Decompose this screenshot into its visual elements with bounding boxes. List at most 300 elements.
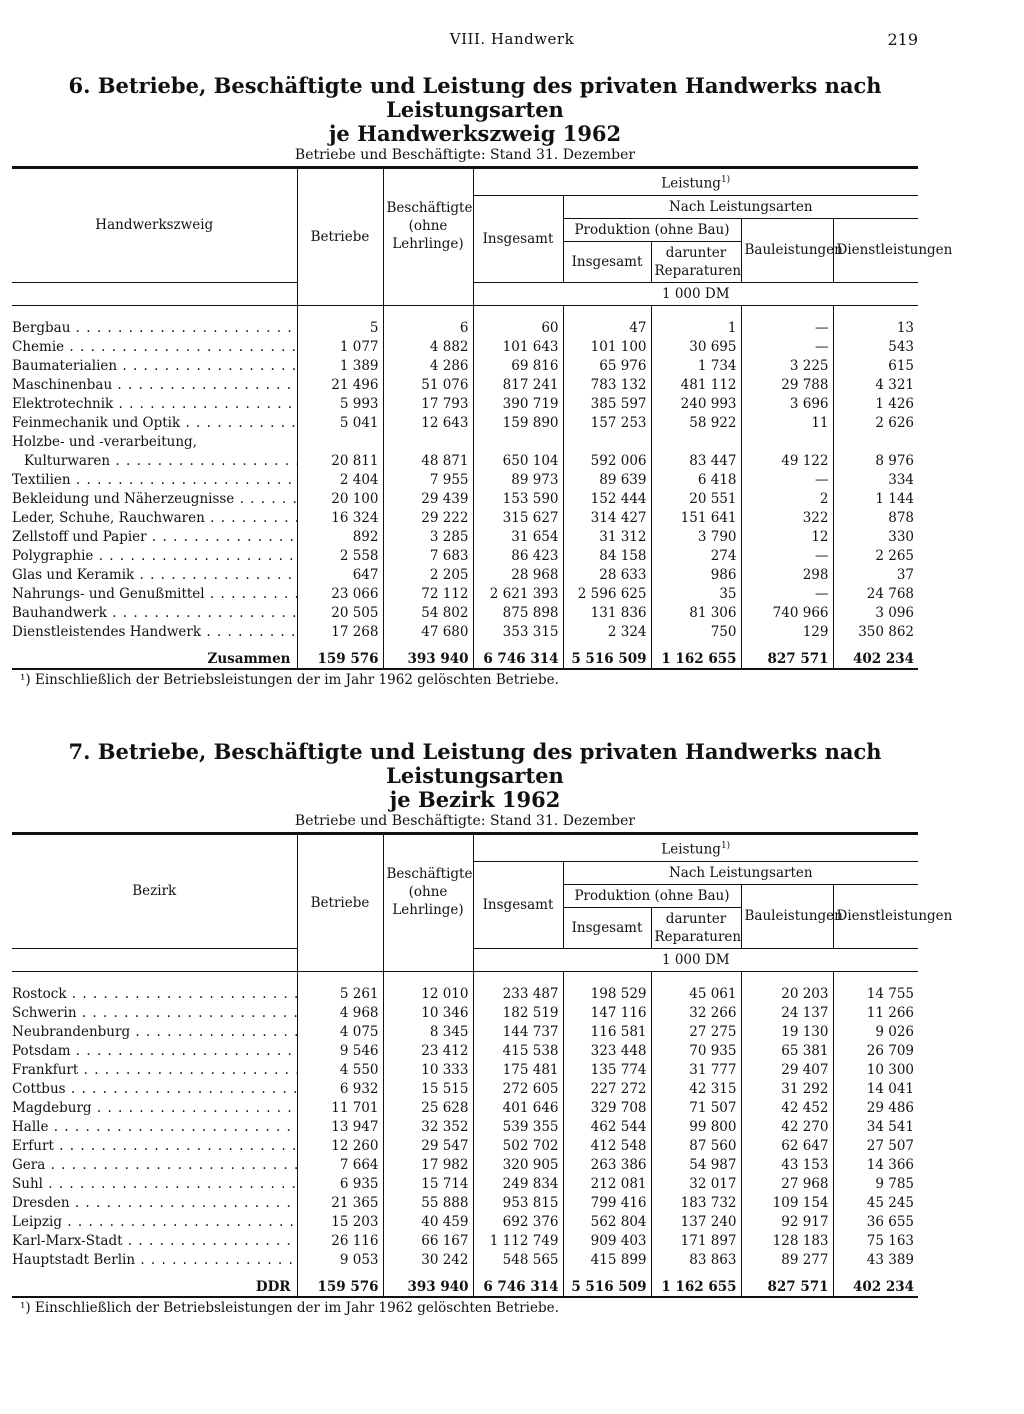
row-label-text: Cottbus bbox=[12, 1080, 66, 1097]
header-unit: 1 000 DM bbox=[473, 282, 918, 305]
cell-value: 31 292 bbox=[741, 1079, 833, 1098]
cell-value: 151 641 bbox=[651, 508, 741, 527]
cell-value: 4 882 bbox=[383, 337, 473, 356]
row-label bbox=[12, 451, 297, 470]
table-title bbox=[32, 740, 918, 812]
cell-value: 330 bbox=[833, 527, 918, 546]
row-label bbox=[12, 1136, 297, 1155]
header-leistung bbox=[473, 168, 918, 196]
row-label-text: Feinmechanik und Optik bbox=[12, 414, 181, 431]
cell-value: 401 646 bbox=[473, 1098, 563, 1117]
cell-value: 24 137 bbox=[741, 1003, 833, 1022]
cell-value: 334 bbox=[833, 470, 918, 489]
cell-value: 6 bbox=[383, 305, 473, 337]
cell-value: 45 245 bbox=[833, 1193, 918, 1212]
cell-value: 99 800 bbox=[651, 1117, 741, 1136]
cell-value: 14 755 bbox=[833, 971, 918, 1003]
table-subtitle: Betriebe und Beschäftigte: Stand 31. Dezember bbox=[294, 147, 636, 163]
cell-value: 20 100 bbox=[297, 489, 383, 508]
cell-value: 32 266 bbox=[651, 1003, 741, 1022]
row-label bbox=[12, 971, 297, 1003]
cell-value: 65 381 bbox=[741, 1041, 833, 1060]
cell-value: 12 bbox=[741, 527, 833, 546]
cell-value: 12 260 bbox=[297, 1136, 383, 1155]
table-row bbox=[12, 1174, 918, 1193]
cell-value: 783 132 bbox=[563, 375, 651, 394]
cell-value: 43 153 bbox=[741, 1155, 833, 1174]
cell-value: 153 590 bbox=[473, 489, 563, 508]
table-title-line-2: je Handwerkszweig 1962 bbox=[328, 121, 622, 146]
cell-value: 116 581 bbox=[563, 1022, 651, 1041]
header-bezirk: Bezirk bbox=[12, 834, 297, 949]
header-dienstleistungen: Dienstleistungen bbox=[833, 218, 918, 282]
row-label-text: Gera bbox=[12, 1156, 46, 1173]
cell-value: 26 116 bbox=[297, 1231, 383, 1250]
total-label: DDR bbox=[12, 1269, 297, 1297]
cell-value: 322 bbox=[741, 508, 833, 527]
cell-value: 11 bbox=[741, 413, 833, 432]
cell-value: 70 935 bbox=[651, 1041, 741, 1060]
cell-value: 89 639 bbox=[563, 470, 651, 489]
cell-value: 152 444 bbox=[563, 489, 651, 508]
table-row bbox=[12, 1212, 918, 1231]
row-label bbox=[12, 622, 297, 641]
table-row bbox=[12, 1231, 918, 1250]
cell-value: 650 104 bbox=[473, 451, 563, 470]
cell-value: 1 112 749 bbox=[473, 1231, 563, 1250]
table-row bbox=[12, 356, 918, 375]
cell-value: 249 834 bbox=[473, 1174, 563, 1193]
cell-value: 817 241 bbox=[473, 375, 563, 394]
cell-value: 30 242 bbox=[383, 1250, 473, 1269]
cell-value: 20 811 bbox=[297, 451, 383, 470]
header-produktion-insgesamt: Insgesamt bbox=[563, 907, 651, 948]
cell-value: 24 768 bbox=[833, 584, 918, 603]
cell-value bbox=[383, 432, 473, 451]
cell-value: 47 680 bbox=[383, 622, 473, 641]
cell-value: 71 507 bbox=[651, 1098, 741, 1117]
header-handwerkszweig: Handwerkszweig bbox=[12, 168, 297, 283]
header-nach-leistungsarten: Nach Leistungsarten bbox=[563, 861, 918, 884]
row-label-text: Schwerin bbox=[12, 1004, 77, 1021]
cell-value: 9 053 bbox=[297, 1250, 383, 1269]
row-label-text: Bekleidung und Näherzeugnisse bbox=[12, 490, 235, 507]
table-row bbox=[12, 451, 918, 470]
cell-value: 4 321 bbox=[833, 375, 918, 394]
cell-value: 86 423 bbox=[473, 546, 563, 565]
cell-value: 11 266 bbox=[833, 1003, 918, 1022]
cell-value: 198 529 bbox=[563, 971, 651, 1003]
total-value: 1 162 655 bbox=[651, 641, 741, 669]
cell-value: 4 286 bbox=[383, 356, 473, 375]
row-label bbox=[12, 1193, 297, 1212]
table-row bbox=[12, 584, 918, 603]
cell-value: 54 802 bbox=[383, 603, 473, 622]
cell-value: 227 272 bbox=[563, 1079, 651, 1098]
total-value: 827 571 bbox=[741, 641, 833, 669]
header-unit: 1 000 DM bbox=[473, 948, 918, 971]
cell-value: 15 515 bbox=[383, 1079, 473, 1098]
cell-value: 8 976 bbox=[833, 451, 918, 470]
cell-value: 27 968 bbox=[741, 1174, 833, 1193]
data-table bbox=[12, 832, 953, 1298]
table-title-line-1: 7. Betriebe, Beschäftigte und Leistung des privaten Handwerks nach Leistungsarten bbox=[68, 739, 882, 788]
cell-value: 137 240 bbox=[651, 1212, 741, 1231]
cell-value: 34 541 bbox=[833, 1117, 918, 1136]
row-label-text: Leipzig bbox=[12, 1213, 62, 1230]
row-label-text: Frankfurt bbox=[12, 1061, 79, 1078]
row-label-text: Nahrungs- und Genußmittel bbox=[12, 585, 205, 602]
header-darunter-reparaturen: darunter Reparaturen bbox=[651, 241, 741, 282]
total-value: 159 576 bbox=[297, 1269, 383, 1297]
cell-value: 35 bbox=[651, 584, 741, 603]
row-label bbox=[12, 305, 297, 337]
row-label-text: Textilien bbox=[12, 471, 71, 488]
cell-value: 647 bbox=[297, 565, 383, 584]
cell-value: 415 899 bbox=[563, 1250, 651, 1269]
header-bauleistungen: Bauleistungen bbox=[741, 218, 833, 282]
cell-value: 5 261 bbox=[297, 971, 383, 1003]
cell-value: 539 355 bbox=[473, 1117, 563, 1136]
header-dienstleistungen: Dienstleistungen bbox=[833, 884, 918, 948]
row-label bbox=[12, 337, 297, 356]
cell-value: 66 167 bbox=[383, 1231, 473, 1250]
header-nach-leistungsarten: Nach Leistungsarten bbox=[563, 195, 918, 218]
cell-value: 10 333 bbox=[383, 1060, 473, 1079]
cell-value: 323 448 bbox=[563, 1041, 651, 1060]
total-value: 159 576 bbox=[297, 641, 383, 669]
data-table bbox=[12, 166, 953, 670]
row-label-text: Kulturwaren bbox=[24, 452, 111, 469]
cell-value: 14 041 bbox=[833, 1079, 918, 1098]
cell-value: 19 130 bbox=[741, 1022, 833, 1041]
row-label bbox=[12, 1231, 297, 1250]
row-label bbox=[12, 565, 297, 584]
cell-value: 87 560 bbox=[651, 1136, 741, 1155]
cell-value: 314 427 bbox=[563, 508, 651, 527]
table-row bbox=[12, 1193, 918, 1212]
row-label bbox=[12, 1079, 297, 1098]
cell-value: 11 701 bbox=[297, 1098, 383, 1117]
cell-value: 1 144 bbox=[833, 489, 918, 508]
cell-value bbox=[651, 432, 741, 451]
cell-value: 32 352 bbox=[383, 1117, 473, 1136]
table-row bbox=[12, 1250, 918, 1269]
table-row bbox=[12, 1060, 918, 1079]
cell-value: 129 bbox=[741, 622, 833, 641]
table-title-line-1: 6. Betriebe, Beschäftigte und Leistung des privaten Handwerks nach Leistungsarten bbox=[68, 73, 882, 122]
cell-value: 28 633 bbox=[563, 565, 651, 584]
cell-value: 109 154 bbox=[741, 1193, 833, 1212]
cell-value: 2 205 bbox=[383, 565, 473, 584]
running-section-title: VIII. Handwerk bbox=[449, 30, 575, 48]
header-stub-spacer bbox=[12, 282, 297, 305]
cell-value: 51 076 bbox=[383, 375, 473, 394]
table-title bbox=[32, 74, 918, 146]
cell-value: 3 096 bbox=[833, 603, 918, 622]
row-label-text: Baumaterialien bbox=[12, 357, 118, 374]
cell-value: 23 412 bbox=[383, 1041, 473, 1060]
row-label-text: Magdeburg bbox=[12, 1099, 92, 1116]
table-row bbox=[12, 1117, 918, 1136]
header-darunter-reparaturen: darunter Reparaturen bbox=[651, 907, 741, 948]
cell-value: 750 bbox=[651, 622, 741, 641]
row-label bbox=[12, 1117, 297, 1136]
cell-value: 2 265 bbox=[833, 546, 918, 565]
cell-value: 29 407 bbox=[741, 1060, 833, 1079]
cell-value: 263 386 bbox=[563, 1155, 651, 1174]
cell-value: 48 871 bbox=[383, 451, 473, 470]
table-row bbox=[12, 1098, 918, 1117]
total-value: 6 746 314 bbox=[473, 1269, 563, 1297]
cell-value: 31 312 bbox=[563, 527, 651, 546]
cell-value: 298 bbox=[741, 565, 833, 584]
cell-value: 47 bbox=[563, 305, 651, 337]
cell-value: 274 bbox=[651, 546, 741, 565]
cell-value: 3 225 bbox=[741, 356, 833, 375]
total-value: 393 940 bbox=[383, 1269, 473, 1297]
cell-value bbox=[741, 432, 833, 451]
table-row bbox=[12, 337, 918, 356]
cell-value: 953 815 bbox=[473, 1193, 563, 1212]
cell-value: 144 737 bbox=[473, 1022, 563, 1041]
header-betriebe: Betriebe bbox=[297, 834, 383, 972]
cell-value: 481 112 bbox=[651, 375, 741, 394]
cell-value: 36 655 bbox=[833, 1212, 918, 1231]
cell-value: 350 862 bbox=[833, 622, 918, 641]
header-produktion: Produktion (ohne Bau) bbox=[563, 218, 741, 241]
cell-value: 986 bbox=[651, 565, 741, 584]
cell-value: 320 905 bbox=[473, 1155, 563, 1174]
cell-value: — bbox=[741, 337, 833, 356]
cell-value: 562 804 bbox=[563, 1212, 651, 1231]
cell-value: 2 404 bbox=[297, 470, 383, 489]
header-beschaeftigte: Beschäftigte (ohne Lehrlinge) bbox=[383, 834, 473, 949]
cell-value: 233 487 bbox=[473, 971, 563, 1003]
footnote-marker: 1) bbox=[720, 175, 731, 185]
cell-value: 128 183 bbox=[741, 1231, 833, 1250]
cell-value: 29 439 bbox=[383, 489, 473, 508]
row-label bbox=[12, 394, 297, 413]
table-row bbox=[12, 1136, 918, 1155]
row-label-text: Bergbau bbox=[12, 319, 71, 336]
cell-value: 65 976 bbox=[563, 356, 651, 375]
cell-value: 14 366 bbox=[833, 1155, 918, 1174]
cell-value: 42 452 bbox=[741, 1098, 833, 1117]
cell-value: 23 066 bbox=[297, 584, 383, 603]
total-value: 6 746 314 bbox=[473, 641, 563, 669]
cell-value: 692 376 bbox=[473, 1212, 563, 1231]
cell-value: 1 734 bbox=[651, 356, 741, 375]
cell-value: 31 777 bbox=[651, 1060, 741, 1079]
cell-value: 26 709 bbox=[833, 1041, 918, 1060]
cell-value: 29 788 bbox=[741, 375, 833, 394]
cell-value: 42 270 bbox=[741, 1117, 833, 1136]
cell-value: 20 505 bbox=[297, 603, 383, 622]
total-value: 402 234 bbox=[833, 641, 918, 669]
table-row bbox=[12, 546, 918, 565]
cell-value: 1 426 bbox=[833, 394, 918, 413]
header-spacer bbox=[383, 948, 473, 971]
table-row bbox=[12, 413, 918, 432]
cell-value: 17 793 bbox=[383, 394, 473, 413]
cell-value: 740 966 bbox=[741, 603, 833, 622]
cell-value: 17 268 bbox=[297, 622, 383, 641]
table-row bbox=[12, 1003, 918, 1022]
cell-value: 1 077 bbox=[297, 337, 383, 356]
row-label bbox=[12, 546, 297, 565]
total-value: 402 234 bbox=[833, 1269, 918, 1297]
table-row bbox=[12, 603, 918, 622]
row-label-text: Bauhandwerk bbox=[12, 604, 107, 621]
cell-value: 31 654 bbox=[473, 527, 563, 546]
cell-value: 240 993 bbox=[651, 394, 741, 413]
row-label-text: Elektrotechnik bbox=[12, 395, 114, 412]
cell-value: 101 643 bbox=[473, 337, 563, 356]
table-row bbox=[12, 1079, 918, 1098]
header-spacer bbox=[383, 282, 473, 305]
header-leistung bbox=[473, 834, 918, 862]
cell-value: 385 597 bbox=[563, 394, 651, 413]
cell-value: 81 306 bbox=[651, 603, 741, 622]
cell-value: 1 389 bbox=[297, 356, 383, 375]
table-subtitle: Betriebe und Beschäftigte: Stand 31. Dezember bbox=[294, 813, 636, 829]
cell-value: 27 275 bbox=[651, 1022, 741, 1041]
cell-value: 415 538 bbox=[473, 1041, 563, 1060]
cell-value: 353 315 bbox=[473, 622, 563, 641]
cell-value: 147 116 bbox=[563, 1003, 651, 1022]
row-label-text: Potsdam bbox=[12, 1042, 71, 1059]
table-row bbox=[12, 432, 918, 451]
cell-value: 10 346 bbox=[383, 1003, 473, 1022]
cell-value: 21 496 bbox=[297, 375, 383, 394]
cell-value: 7 955 bbox=[383, 470, 473, 489]
table-row bbox=[12, 622, 918, 641]
cell-value: 212 081 bbox=[563, 1174, 651, 1193]
header-stub-spacer bbox=[12, 948, 297, 971]
row-label-text: Leder, Schuhe, Rauchwaren bbox=[12, 509, 205, 526]
cell-value: 131 836 bbox=[563, 603, 651, 622]
row-label bbox=[12, 1155, 297, 1174]
cell-value: 175 481 bbox=[473, 1060, 563, 1079]
row-label bbox=[12, 413, 297, 432]
cell-value: 7 683 bbox=[383, 546, 473, 565]
cell-value: 4 968 bbox=[297, 1003, 383, 1022]
cell-value: 157 253 bbox=[563, 413, 651, 432]
page-header bbox=[0, 30, 1024, 54]
cell-value bbox=[297, 432, 383, 451]
cell-value: 20 551 bbox=[651, 489, 741, 508]
row-label-text: Halle bbox=[12, 1118, 49, 1135]
cell-value: — bbox=[741, 584, 833, 603]
row-label bbox=[12, 489, 297, 508]
cell-value: — bbox=[741, 546, 833, 565]
row-label bbox=[12, 432, 297, 451]
table-row bbox=[12, 527, 918, 546]
table-row bbox=[12, 1155, 918, 1174]
table-row bbox=[12, 565, 918, 584]
cell-value: 10 300 bbox=[833, 1060, 918, 1079]
footnote: ¹) Einschließlich der Betriebsleistungen der im Jahr 1962 gelöschten Betriebe. bbox=[20, 671, 559, 688]
table-6-block bbox=[12, 73, 953, 688]
row-label-text: Polygraphie bbox=[12, 547, 94, 564]
row-label-text: Chemie bbox=[12, 338, 65, 355]
cell-value: 12 643 bbox=[383, 413, 473, 432]
cell-value: 32 017 bbox=[651, 1174, 741, 1193]
cell-value bbox=[473, 432, 563, 451]
cell-value: 9 026 bbox=[833, 1022, 918, 1041]
cell-value: 135 774 bbox=[563, 1060, 651, 1079]
total-value: 5 516 509 bbox=[563, 1269, 651, 1297]
cell-value: 548 565 bbox=[473, 1250, 563, 1269]
cell-value: 3 790 bbox=[651, 527, 741, 546]
total-value: 393 940 bbox=[383, 641, 473, 669]
total-row bbox=[12, 641, 918, 669]
table-row bbox=[12, 489, 918, 508]
header-betriebe: Betriebe bbox=[297, 168, 383, 306]
cell-value: 37 bbox=[833, 565, 918, 584]
cell-value: 9 546 bbox=[297, 1041, 383, 1060]
table-row bbox=[12, 394, 918, 413]
cell-value: 13 947 bbox=[297, 1117, 383, 1136]
total-value: 827 571 bbox=[741, 1269, 833, 1297]
table-row bbox=[12, 470, 918, 489]
cell-value: 83 447 bbox=[651, 451, 741, 470]
cell-value: 5 bbox=[297, 305, 383, 337]
row-label bbox=[12, 470, 297, 489]
cell-value: 183 732 bbox=[651, 1193, 741, 1212]
table-row bbox=[12, 375, 918, 394]
cell-value: 9 785 bbox=[833, 1174, 918, 1193]
cell-value: 171 897 bbox=[651, 1231, 741, 1250]
cell-value: 12 010 bbox=[383, 971, 473, 1003]
row-label bbox=[12, 375, 297, 394]
cell-value: 20 203 bbox=[741, 971, 833, 1003]
cell-value: 17 982 bbox=[383, 1155, 473, 1174]
row-label-text: Karl-Marx-Stadt bbox=[12, 1232, 123, 1249]
cell-value: 49 122 bbox=[741, 451, 833, 470]
cell-value: 40 459 bbox=[383, 1212, 473, 1231]
cell-value: 875 898 bbox=[473, 603, 563, 622]
cell-value: 6 932 bbox=[297, 1079, 383, 1098]
cell-value: 2 596 625 bbox=[563, 584, 651, 603]
cell-value: 28 968 bbox=[473, 565, 563, 584]
cell-value: 25 628 bbox=[383, 1098, 473, 1117]
row-label-text: Neubrandenburg bbox=[12, 1023, 131, 1040]
cell-value: 16 324 bbox=[297, 508, 383, 527]
cell-value: 92 917 bbox=[741, 1212, 833, 1231]
cell-value: 390 719 bbox=[473, 394, 563, 413]
row-label-text: Rostock bbox=[12, 985, 67, 1002]
cell-value: 329 708 bbox=[563, 1098, 651, 1117]
cell-value: 89 973 bbox=[473, 470, 563, 489]
row-label-text: Glas und Keramik bbox=[12, 566, 135, 583]
cell-value: 84 158 bbox=[563, 546, 651, 565]
row-label-text: Dresden bbox=[12, 1194, 70, 1211]
cell-value: 72 112 bbox=[383, 584, 473, 603]
cell-value: 29 486 bbox=[833, 1098, 918, 1117]
cell-value: 543 bbox=[833, 337, 918, 356]
cell-value: 27 507 bbox=[833, 1136, 918, 1155]
cell-value: 21 365 bbox=[297, 1193, 383, 1212]
cell-value: 89 277 bbox=[741, 1250, 833, 1269]
cell-value: 62 647 bbox=[741, 1136, 833, 1155]
cell-value: 43 389 bbox=[833, 1250, 918, 1269]
cell-value: 75 163 bbox=[833, 1231, 918, 1250]
row-label bbox=[12, 1060, 297, 1079]
total-row bbox=[12, 1269, 918, 1297]
row-label-text: Dienstleistendes Handwerk bbox=[12, 623, 202, 640]
